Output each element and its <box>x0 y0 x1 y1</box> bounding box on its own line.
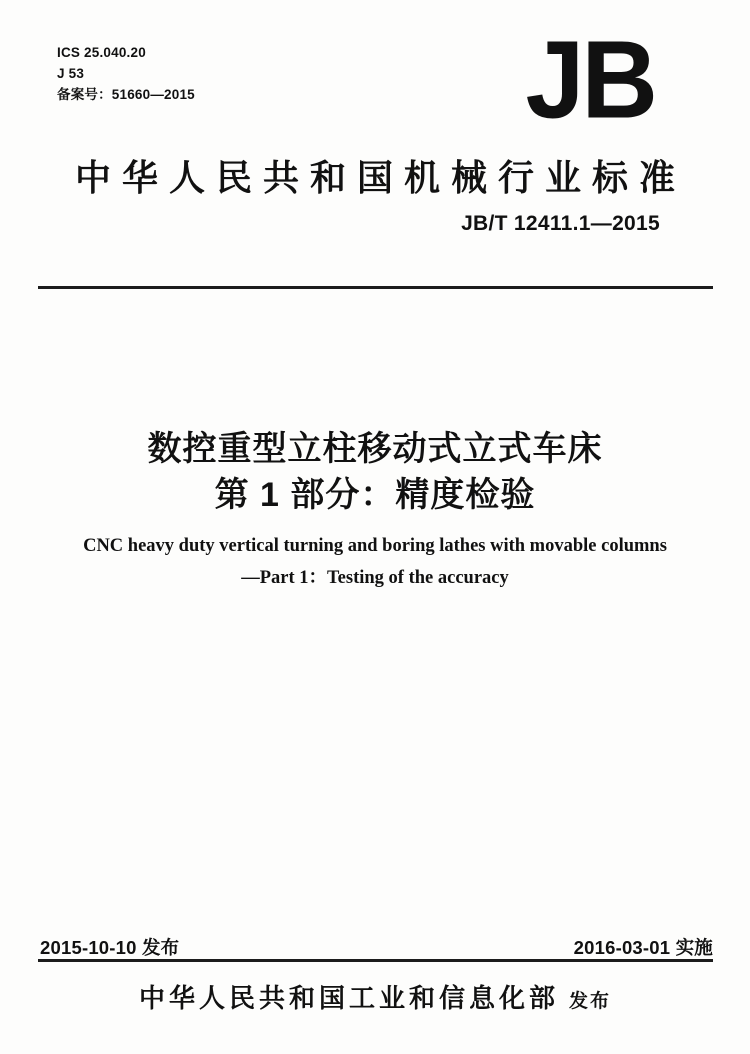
implementation-date: 2016-03-01 实施 <box>573 937 713 958</box>
publisher-row <box>0 978 750 1015</box>
publisher-action-label: 发布 <box>569 991 612 1012</box>
english-title-line2: —Part 1：Testing of the accuracy <box>241 568 509 588</box>
footer-divider-rule <box>38 959 713 962</box>
record-number: 备案号：51660—2015 <box>57 87 195 102</box>
meta-block <box>57 42 195 105</box>
standard-number: JB/T 12411.1—2015 <box>461 212 660 235</box>
english-title-line1: CNC heavy duty vertical turning and boring lathes with movable columns <box>83 536 667 556</box>
publisher-name: 中华人民共和国工业和信息化部 <box>138 983 559 1013</box>
dates-row <box>40 934 713 960</box>
standard-category-title: 中华人民共和国机械行业标准 <box>74 157 686 198</box>
issue-date: 2015-10-10 发布 <box>40 937 180 958</box>
jb-logo: JB <box>525 18 655 142</box>
ics-code: ICS 25.040.20 <box>57 45 146 60</box>
header-divider-rule <box>38 286 713 289</box>
chinese-title-line1: 数控重型立柱移动式立式车床 <box>147 430 603 468</box>
doc-class-code: J 53 <box>57 66 85 81</box>
chinese-title-line2: 第 1 部分：精度检验 <box>214 476 536 514</box>
